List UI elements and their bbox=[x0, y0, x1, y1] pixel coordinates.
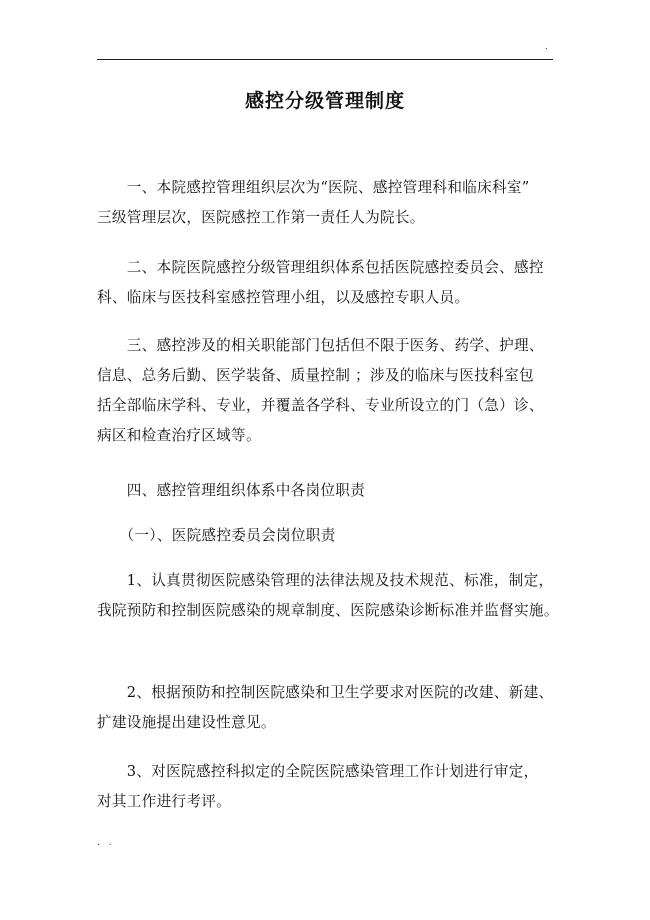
paragraph-line: 病区和检查治疗区域等。 bbox=[97, 427, 261, 444]
paragraph-line: 科、临床与医技科室感控管理小组，以及感控专职人员。 bbox=[97, 289, 470, 306]
paragraph-line: 一、本院感控管理组织层次为“医院、感控管理科和临床科室” bbox=[97, 179, 530, 196]
paragraph-line: 三、感控涉及的相关职能部门包括但不限于医务、药学、护理、 bbox=[97, 337, 544, 354]
paragraph-line: 三级管理层次，医院感控工作第一责任人为院长。 bbox=[97, 209, 425, 226]
paragraph-1 bbox=[97, 173, 567, 233]
paragraph-line: 对其工作进行考评。 bbox=[97, 793, 232, 810]
document-title: 感控分级管理制度 bbox=[244, 90, 405, 112]
paragraph-line: 3、对医院感控科拟定的全院医院感染管理工作计划进行审定， bbox=[97, 763, 539, 780]
header-rule bbox=[97, 59, 553, 60]
paragraph-line: 1、认真贯彻医院感染管理的法律法规及技术规范、标准，制定， bbox=[97, 572, 554, 589]
header-mark: . bbox=[545, 42, 548, 52]
paragraph-3 bbox=[97, 331, 567, 451]
paragraph-line: 扩建设施提出建设性意见。 bbox=[97, 714, 276, 731]
paragraph-line: （一）、医院感控委员会岗位职责 bbox=[97, 527, 336, 544]
paragraph-line: 二、本院医院感控分级管理组织体系包括医院感控委员会、感控 bbox=[97, 259, 544, 276]
paragraph-line: 我院预防和控制医院感染的规章制度、医院感染诊断标准并监督实施。 bbox=[97, 602, 559, 619]
paragraph-line: 四、感控管理组织体系中各岗位职责 bbox=[97, 482, 366, 499]
paragraph-line: 括全部临床学科、专业，并覆盖各学科、专业所设立的门（急）诊、 bbox=[97, 397, 544, 414]
paragraph-line: 2、根据预防和控制医院感染和卫生学要求对医院的改建、新建、 bbox=[97, 684, 554, 701]
paragraph-line: 信息、总务后勤、医学装备、质量控制 ；涉及的临床与医技科室包 bbox=[97, 367, 534, 384]
footer-mark: . . bbox=[97, 838, 115, 848]
duty-item-1 bbox=[97, 566, 567, 626]
paragraph-2 bbox=[97, 253, 567, 313]
subsection-heading bbox=[97, 521, 567, 551]
duty-item-2 bbox=[97, 678, 567, 738]
section-heading bbox=[97, 476, 567, 506]
duty-item-3 bbox=[97, 757, 567, 817]
